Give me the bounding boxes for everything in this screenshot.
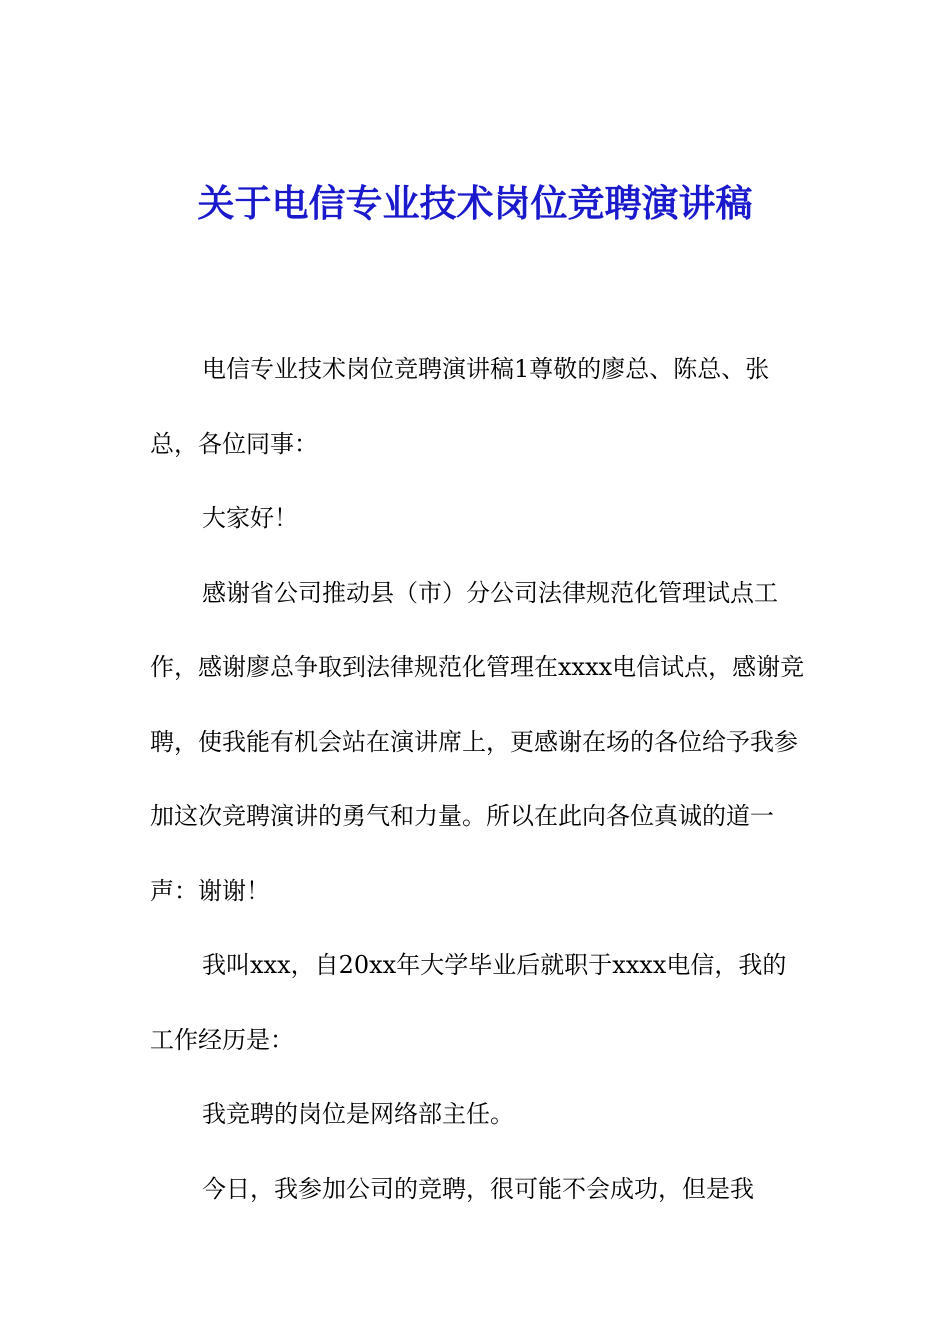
paragraph-today: 今日，我参加公司的竞聘，很可能不会成功，但是我 [202,1174,754,1203]
paragraph-position: 我竞聘的岗位是网络部主任。 [202,1100,514,1128]
paragraph-hello: 大家好！ [202,504,298,532]
paragraph-greeting: 电信专业技术岗位竞聘演讲稿1尊敬的廖总、陈总、张总，各位同事： [150,355,770,458]
document-title: 关于电信专业技术岗位竞聘演讲稿 [197,181,753,225]
document-body [150,332,810,1226]
paragraph-thanks: 感谢省公司推动县（市）分公司法律规范化管理试点工作，感谢廖总争取到法律规范化管理在xxxx电信试点，感谢竞聘，使我能有机会站在演讲席上，更感谢在场的各位给予我参加这次竞聘演讲的勇气和力量。所以在此向各位真诚的道一声：谢谢！ [150,578,805,905]
paragraph-introduction: 我叫xxx，自20xx年大学毕业后就职于xxxx电信，我的工作经历是： [150,951,787,1054]
